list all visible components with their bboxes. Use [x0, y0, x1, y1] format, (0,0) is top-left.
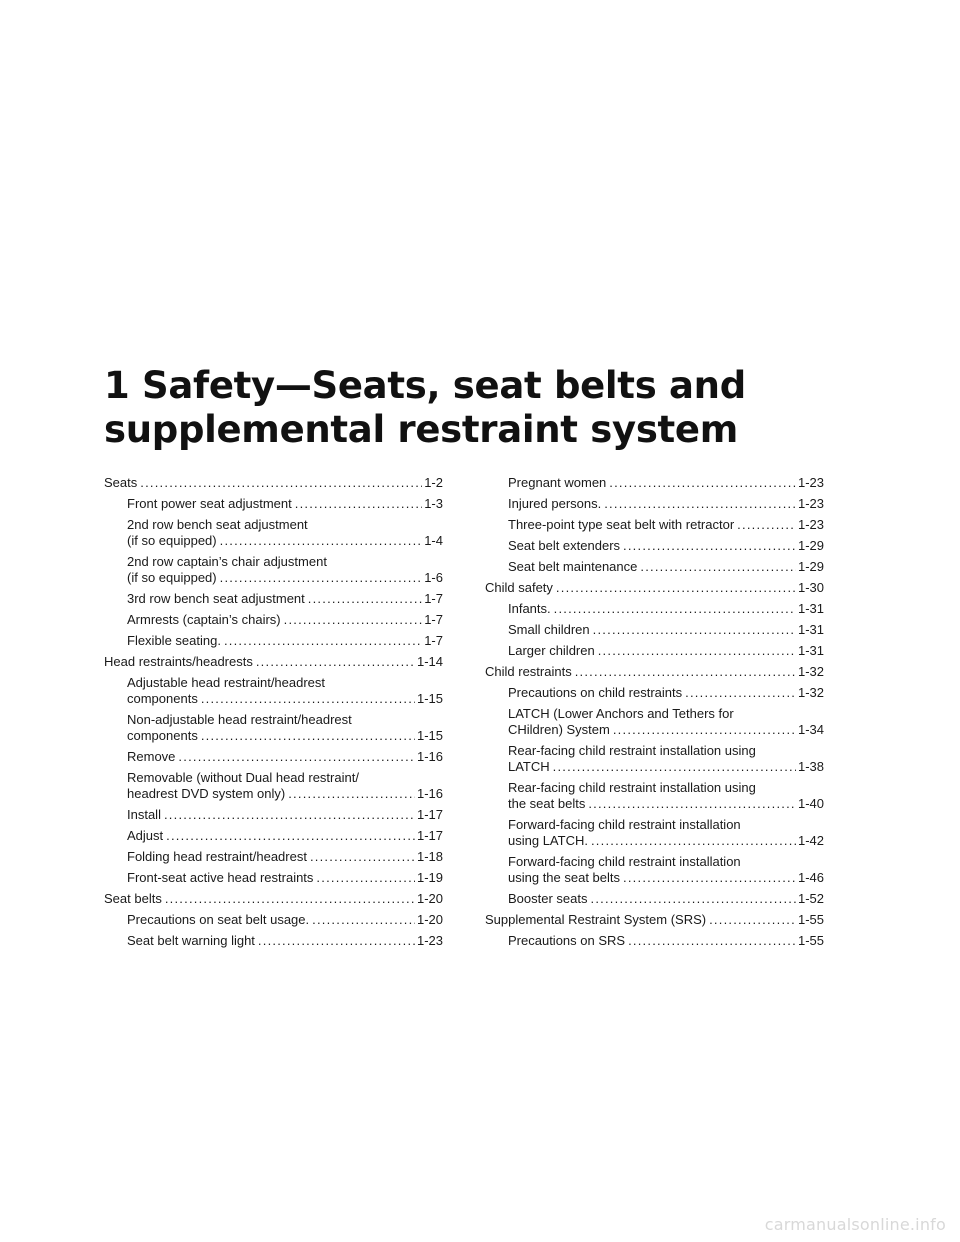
toc-entry-row — [508, 891, 824, 907]
toc-entry[interactable] — [104, 675, 443, 707]
toc-page-number: 1-31 — [797, 601, 824, 616]
toc-entry-row — [104, 891, 443, 907]
toc-page-number: 1-55 — [797, 933, 824, 948]
toc-dot-leader — [256, 654, 415, 670]
toc-page-number: 1-16 — [416, 749, 443, 764]
toc-entry-title: Injured persons. — [508, 496, 602, 511]
toc-dot-leader — [258, 933, 415, 949]
toc-entry-title: Adjust — [127, 828, 164, 843]
toc-entry-row — [508, 538, 824, 554]
toc-entry-row — [508, 496, 824, 512]
toc-dot-leader — [288, 786, 415, 802]
toc-entry[interactable] — [485, 706, 824, 738]
toc-entry[interactable] — [104, 612, 443, 628]
toc-dot-leader — [220, 570, 423, 586]
toc-page-number: 1-7 — [424, 633, 443, 648]
toc-page-number: 1-17 — [416, 828, 443, 843]
toc-entry-title-line: Forward-facing child restraint installation — [508, 854, 741, 869]
toc-entry-title: Seat belt warning light — [127, 933, 255, 948]
toc-entry[interactable] — [485, 559, 824, 575]
toc-page-number: 1-42 — [797, 833, 824, 848]
toc-entry-title: Larger children — [508, 643, 595, 658]
toc-page-number: 1-46 — [797, 870, 824, 885]
toc-entry-row — [127, 912, 443, 928]
toc-entry-title: components — [127, 691, 198, 706]
toc-entry[interactable] — [485, 817, 824, 849]
toc-entry-row — [127, 870, 443, 886]
toc-page-number: 1-20 — [416, 912, 443, 927]
toc-entry[interactable] — [104, 912, 443, 928]
toc-entry-title: Supplemental Restraint System (SRS) — [485, 912, 707, 927]
toc-page-number: 1-7 — [424, 591, 443, 606]
toc-entry[interactable] — [104, 828, 443, 844]
toc-page-number: 1-34 — [797, 722, 824, 737]
toc-dot-leader — [201, 728, 415, 744]
toc-entry-title: 3rd row bench seat adjustment — [127, 591, 305, 606]
toc-entry-row — [508, 796, 824, 812]
toc-entry-title-line: Rear-facing child restraint installation using — [508, 780, 756, 795]
toc-entry-title: Seat belt maintenance — [508, 559, 638, 574]
toc-dot-leader — [588, 796, 796, 812]
toc-entry[interactable] — [485, 622, 824, 638]
toc-dot-leader — [308, 591, 422, 607]
toc-entry-row — [127, 691, 443, 707]
toc-page-number: 1-38 — [797, 759, 824, 774]
toc-entry-title: LATCH — [508, 759, 550, 774]
toc-dot-leader — [623, 538, 796, 554]
toc-entry-title: Booster seats — [508, 891, 588, 906]
toc-entry-title: Front power seat adjustment — [127, 496, 292, 511]
toc-entry-title: Remove — [127, 749, 176, 764]
toc-dot-leader — [575, 664, 796, 680]
toc-entry-row — [127, 749, 443, 765]
toc-entry[interactable] — [485, 780, 824, 812]
toc-entry[interactable] — [485, 538, 824, 554]
toc-entry-row — [508, 622, 824, 638]
toc-entry-title: using the seat belts — [508, 870, 621, 885]
toc-page-number: 1-6 — [424, 570, 443, 585]
toc-entry-title: the seat belts — [508, 796, 586, 811]
toc-entry-title: Pregnant women — [508, 475, 607, 490]
toc-page-number: 1-23 — [797, 475, 824, 490]
toc-entry[interactable] — [485, 580, 824, 596]
toc-entry-row — [104, 475, 443, 491]
toc-entry-row — [508, 759, 824, 775]
toc-page-number: 1-23 — [416, 933, 443, 948]
toc-entry-row — [127, 496, 443, 512]
toc-dot-leader — [593, 622, 796, 638]
toc-entry[interactable] — [104, 654, 443, 670]
watermark-text: carmanualsonline.info — [764, 1215, 946, 1234]
toc-entry-row — [508, 601, 824, 617]
chapter-title-line-2: supplemental restraint system — [104, 408, 738, 451]
toc-entry-title: Precautions on seat belt usage. — [127, 912, 310, 927]
toc-dot-leader — [709, 912, 796, 928]
toc-dot-leader — [591, 891, 796, 907]
toc-entry-title-line: Non-adjustable head restraint/headrest — [127, 712, 352, 727]
toc-entry-title: (if so equipped) — [127, 570, 217, 585]
toc-entry-title: Folding head restraint/headrest — [127, 849, 307, 864]
toc-entry-title-line: 2nd row bench seat adjustment — [127, 517, 308, 532]
toc-entry-title: Precautions on SRS — [508, 933, 626, 948]
toc-entry[interactable] — [485, 891, 824, 907]
toc-entry[interactable] — [104, 591, 443, 607]
toc-entry-row — [508, 870, 824, 886]
toc-page-number: 1-23 — [797, 517, 824, 532]
toc-entry-title-line: LATCH (Lower Anchors and Tethers for — [508, 706, 734, 721]
toc-dot-leader — [178, 749, 415, 765]
toc-entry-row — [127, 786, 443, 802]
toc-dot-leader — [140, 475, 422, 491]
toc-page-number: 1-32 — [797, 664, 824, 679]
toc-page-number: 1-30 — [797, 580, 824, 595]
toc-entry-row — [127, 849, 443, 865]
toc-entry-title: using LATCH. — [508, 833, 588, 848]
toc-page-number: 1-29 — [797, 538, 824, 553]
toc-entry-title-line: 2nd row captain’s chair adjustment — [127, 554, 327, 569]
toc-entry-row — [127, 570, 443, 586]
toc-page-number: 1-14 — [416, 654, 443, 669]
toc-entry[interactable] — [104, 633, 443, 649]
toc-dot-leader — [623, 870, 796, 886]
toc-dot-leader — [604, 496, 796, 512]
toc-dot-leader — [737, 517, 796, 533]
toc-page-number: 1-18 — [416, 849, 443, 864]
toc-dot-leader — [316, 870, 415, 886]
toc-entry-title: Flexible seating. — [127, 633, 221, 648]
toc-entry-title-line: Rear-facing child restraint installation using — [508, 743, 756, 758]
toc-entry[interactable] — [485, 601, 824, 617]
toc-dot-leader — [556, 580, 796, 596]
toc-page-number: 1-19 — [416, 870, 443, 885]
toc-entry[interactable] — [485, 685, 824, 701]
toc-dot-leader — [554, 601, 796, 617]
toc-entry-row — [508, 933, 824, 949]
toc-entry-row — [508, 643, 824, 659]
toc-entry-row — [485, 912, 824, 928]
toc-entry-title: Head restraints/headrests — [104, 654, 253, 669]
toc-entry[interactable] — [104, 849, 443, 865]
toc-dot-leader — [609, 475, 796, 491]
toc-entry-title: Precautions on child restraints — [508, 685, 683, 700]
toc-entry[interactable] — [104, 554, 443, 586]
toc-entry-title: components — [127, 728, 198, 743]
toc-entry[interactable] — [104, 517, 443, 549]
toc-entry-row — [104, 654, 443, 670]
toc-entry[interactable] — [104, 891, 443, 907]
toc-page-number: 1-52 — [797, 891, 824, 906]
toc-entry[interactable] — [104, 749, 443, 765]
toc-entry[interactable] — [485, 933, 824, 949]
toc-entry-title: Armrests (captain’s chairs) — [127, 612, 281, 627]
toc-entry-row — [127, 807, 443, 823]
toc-dot-leader — [640, 559, 796, 575]
toc-entry[interactable] — [485, 854, 824, 886]
toc-page-number: 1-17 — [416, 807, 443, 822]
toc-entry[interactable] — [485, 517, 824, 533]
toc-page-number: 1-40 — [797, 796, 824, 811]
toc-entry-title: headrest DVD system only) — [127, 786, 286, 801]
toc-left-column — [104, 475, 443, 954]
toc-dot-leader — [284, 612, 423, 628]
toc-dot-leader — [220, 533, 423, 549]
toc-entry-row — [485, 580, 824, 596]
toc-entry-row — [508, 722, 824, 738]
toc-entry-row — [508, 475, 824, 491]
toc-dot-leader — [224, 633, 422, 649]
toc-entry[interactable] — [485, 475, 824, 491]
toc-entry-row — [127, 828, 443, 844]
toc-dot-leader — [201, 691, 415, 707]
chapter-title — [104, 364, 864, 452]
toc-entry-row — [508, 559, 824, 575]
toc-entry-title: Child restraints — [485, 664, 572, 679]
toc-dot-leader — [164, 807, 415, 823]
toc-page-number: 1-20 — [416, 891, 443, 906]
toc-dot-leader — [685, 685, 796, 701]
toc-page-number: 1-31 — [797, 643, 824, 658]
toc-entry[interactable] — [104, 712, 443, 744]
toc-dot-leader — [613, 722, 796, 738]
toc-page-number: 1-55 — [797, 912, 824, 927]
toc-entry-title: Seat belts — [104, 891, 162, 906]
toc-dot-leader — [628, 933, 796, 949]
toc-entry-title: Install — [127, 807, 161, 822]
toc-entry[interactable] — [104, 870, 443, 886]
toc-entry[interactable] — [485, 496, 824, 512]
toc-entry-row — [127, 591, 443, 607]
toc-page-number: 1-31 — [797, 622, 824, 637]
toc-page-number: 1-23 — [797, 496, 824, 511]
toc-right-column — [485, 475, 824, 954]
toc-entry[interactable] — [485, 743, 824, 775]
toc-page-number: 1-2 — [424, 475, 443, 490]
toc-entry-row — [127, 633, 443, 649]
toc-entry[interactable] — [485, 664, 824, 680]
toc-entry-title: Seats — [104, 475, 138, 490]
toc-entry[interactable] — [104, 770, 443, 802]
toc-entry[interactable] — [104, 807, 443, 823]
toc-entry-title: Child safety — [485, 580, 553, 595]
toc-page-number: 1-15 — [416, 728, 443, 743]
toc-dot-leader — [166, 828, 415, 844]
toc-dot-leader — [312, 912, 415, 928]
toc-entry-title-line: Forward-facing child restraint installation — [508, 817, 741, 832]
toc-entry-title: (if so equipped) — [127, 533, 217, 548]
toc-entry-row — [485, 664, 824, 680]
toc-entry-row — [127, 533, 443, 549]
toc-entry[interactable] — [104, 475, 443, 491]
toc-entry-row — [127, 933, 443, 949]
toc-entry-row — [508, 685, 824, 701]
toc-page-number: 1-32 — [797, 685, 824, 700]
toc-entry-title: Front-seat active head restraints — [127, 870, 314, 885]
toc-page-number: 1-7 — [424, 612, 443, 627]
toc-page-number: 1-16 — [416, 786, 443, 801]
toc-entry-title-line: Removable (without Dual head restraint/ — [127, 770, 359, 785]
toc-entry-title: CHildren) System — [508, 722, 610, 737]
toc-dot-leader — [165, 891, 415, 907]
toc-entry-row — [127, 612, 443, 628]
toc-entry-title: Infants. — [508, 601, 551, 616]
toc-entry[interactable] — [485, 912, 824, 928]
toc-page-number: 1-29 — [797, 559, 824, 574]
toc-page-number: 1-15 — [416, 691, 443, 706]
toc-entry-title: Seat belt extenders — [508, 538, 621, 553]
toc-entry-title: Small children — [508, 622, 590, 637]
chapter-title-line-1: 1 Safety—Seats, seat belts and — [104, 364, 746, 407]
toc-entry-title-line: Adjustable head restraint/headrest — [127, 675, 326, 690]
toc-dot-leader — [295, 496, 422, 512]
toc-dot-leader — [591, 833, 796, 849]
toc-dot-leader — [598, 643, 796, 659]
toc-entry[interactable] — [104, 496, 443, 512]
toc-entry-row — [508, 833, 824, 849]
toc-dot-leader — [310, 849, 415, 865]
toc-entry-row — [127, 728, 443, 744]
toc-dot-leader — [553, 759, 796, 775]
toc-entry-title: Three-point type seat belt with retractor — [508, 517, 735, 532]
toc-entry[interactable] — [485, 643, 824, 659]
toc-page-number: 1-4 — [424, 533, 443, 548]
toc-page-number: 1-3 — [424, 496, 443, 511]
toc-entry-row — [508, 517, 824, 533]
toc-entry[interactable] — [104, 933, 443, 949]
